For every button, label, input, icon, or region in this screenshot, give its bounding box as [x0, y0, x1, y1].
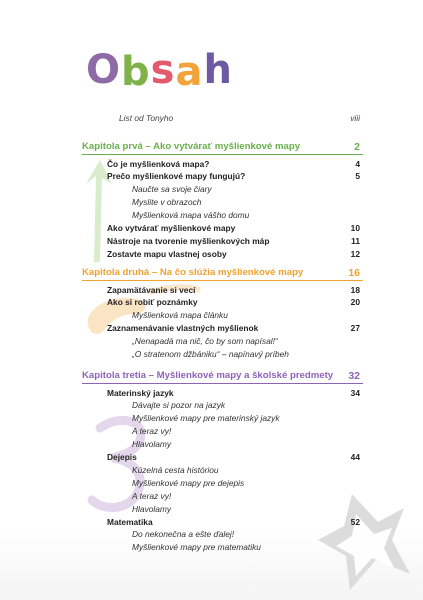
toc-page-number: 10 [350, 223, 360, 233]
toc-entry-label: Myšlienkové mapy pre dejepis [132, 477, 245, 488]
toc-section-entry[interactable] [0, 234, 423, 248]
toc-page-number: 16 [348, 267, 360, 279]
toc-section-entry[interactable] [0, 169, 423, 183]
toc-subsection-entry[interactable] [0, 527, 423, 541]
toc-entry-label: Myšlienkové mapy pre matematiku [132, 542, 261, 553]
toc-subsection-entry[interactable] [0, 347, 423, 361]
toc-entry-label: Myslite v obrazoch [132, 197, 202, 208]
toc-entry-label: Dejepis [107, 452, 137, 462]
toc-page-number: 27 [350, 323, 360, 334]
toc-subsection-entry[interactable] [0, 195, 423, 209]
toc-entry-label: Materinský jazyk [107, 387, 174, 398]
toc-page-number: viii [350, 113, 360, 123]
toc-entry-label: Kapitola druhá – Na čo slúžia myšlienkové mapy [82, 267, 304, 278]
toc-subsection-entry[interactable] [0, 208, 423, 222]
chapter-underline [82, 154, 363, 155]
toc-entry-label: List od Tonyho [119, 113, 174, 123]
title-letter: a [175, 49, 204, 95]
toc-entry-label: Kapitola tretia – Myšlienkové mapy a školské predmety [82, 370, 334, 381]
toc-entry-label: Hlavolamy [132, 503, 172, 514]
toc-intro-entry[interactable] [0, 111, 423, 125]
toc-subsection-entry[interactable] [0, 182, 423, 196]
chapter-underline [82, 383, 363, 384]
toc-page-number: 2 [354, 141, 360, 153]
toc-entry-label: Matematika [107, 516, 153, 527]
toc-entry-label: Prečo myšlienkové mapy fungujú? [107, 171, 246, 182]
toc-page-number: 32 [348, 370, 360, 382]
title-letter: b [121, 49, 151, 95]
toc-subsection-entry[interactable] [0, 398, 423, 412]
toc-page-number: 44 [350, 452, 360, 462]
toc-subsection-entry[interactable] [0, 411, 423, 425]
title-letter: h [203, 47, 233, 93]
toc-page-number: 20 [350, 297, 360, 308]
toc-section-entry[interactable] [0, 386, 423, 400]
toc-subsection-entry[interactable] [0, 334, 423, 348]
toc-section-entry[interactable] [0, 247, 423, 261]
toc-page-number: 4 [355, 158, 360, 169]
title-letter: O [86, 47, 122, 93]
toc-entry-label: Ako vytvárať myšlienkové mapy [107, 223, 236, 233]
toc-section-entry[interactable] [0, 221, 423, 235]
toc-page-number: 5 [355, 171, 360, 182]
toc-chapter-heading[interactable] [0, 140, 423, 154]
toc-section-entry[interactable] [0, 283, 423, 297]
toc-entry-label: Zostavte mapu vlastnej osoby [107, 248, 227, 259]
toc-subsection-entry[interactable] [0, 437, 423, 451]
toc-entry-label: A teraz vy! [132, 490, 172, 501]
toc-subsection-entry[interactable] [0, 502, 423, 516]
toc-entry-label: „O stratenom džbániku“ – napínavý príbeh [132, 349, 289, 359]
toc-page-number: 18 [350, 284, 360, 295]
toc-chapter-heading[interactable] [0, 369, 423, 383]
toc-entry-label: A teraz vy! [132, 426, 172, 437]
chapter-underline [82, 280, 363, 281]
toc-page-number: 34 [350, 387, 360, 398]
toc-subsection-entry[interactable] [0, 540, 423, 554]
toc-section-entry[interactable] [0, 295, 423, 309]
toc-subsection-entry[interactable] [0, 463, 423, 477]
toc-entry-label: Myšlienková mapa vášho domu [132, 210, 250, 221]
toc-entry-label: Hlavolamy [132, 439, 172, 450]
toc-section-entry[interactable] [0, 321, 423, 335]
toc-section-entry[interactable] [0, 515, 423, 529]
toc-subsection-entry[interactable] [0, 476, 423, 490]
toc-section-entry[interactable] [0, 450, 423, 464]
toc-entry-label: Čo je myšlienková mapa? [107, 158, 210, 169]
toc-entry-label: Ako si robiť poznámky [107, 297, 198, 308]
toc-entry-label: Dávajte si pozor na jazyk [132, 400, 226, 411]
toc-page-number: 11 [351, 235, 360, 246]
toc-entry-label: „Nenapadá ma nič, čo by som napísal!“ [132, 336, 278, 347]
toc-page-number: 12 [350, 248, 360, 259]
toc-section-entry[interactable] [0, 157, 423, 171]
toc-subsection-entry[interactable] [0, 308, 423, 322]
toc-entry-label: Myšlienkové mapy pre materinský jazyk [132, 413, 280, 424]
toc-page-number: 52 [350, 516, 360, 527]
toc-subsection-entry[interactable] [0, 424, 423, 438]
toc-entry-label: Zaznamenávanie vlastných myšlienok [107, 323, 259, 334]
toc-entry-label: Do nekonečna a ešte ďalej! [132, 529, 235, 540]
toc-entry-label: Kúzelná cesta históriou [132, 464, 219, 475]
toc-chapter-heading[interactable] [0, 266, 423, 280]
toc-entry-label: Kapitola prvá – Ako vytvárať myšlienkové mapy [82, 141, 301, 152]
toc-entry-label: Zapamätávanie si vecí [107, 284, 196, 295]
toc-subsection-entry[interactable] [0, 489, 423, 503]
toc-entry-label: Myšlienková mapa článku [132, 310, 228, 321]
toc-entry-label: Naučte sa svoje čiary [132, 184, 212, 195]
title-letter: s [150, 47, 176, 93]
toc-entry-label: Nástroje na tvorenie myšlienkových máp [107, 235, 270, 246]
